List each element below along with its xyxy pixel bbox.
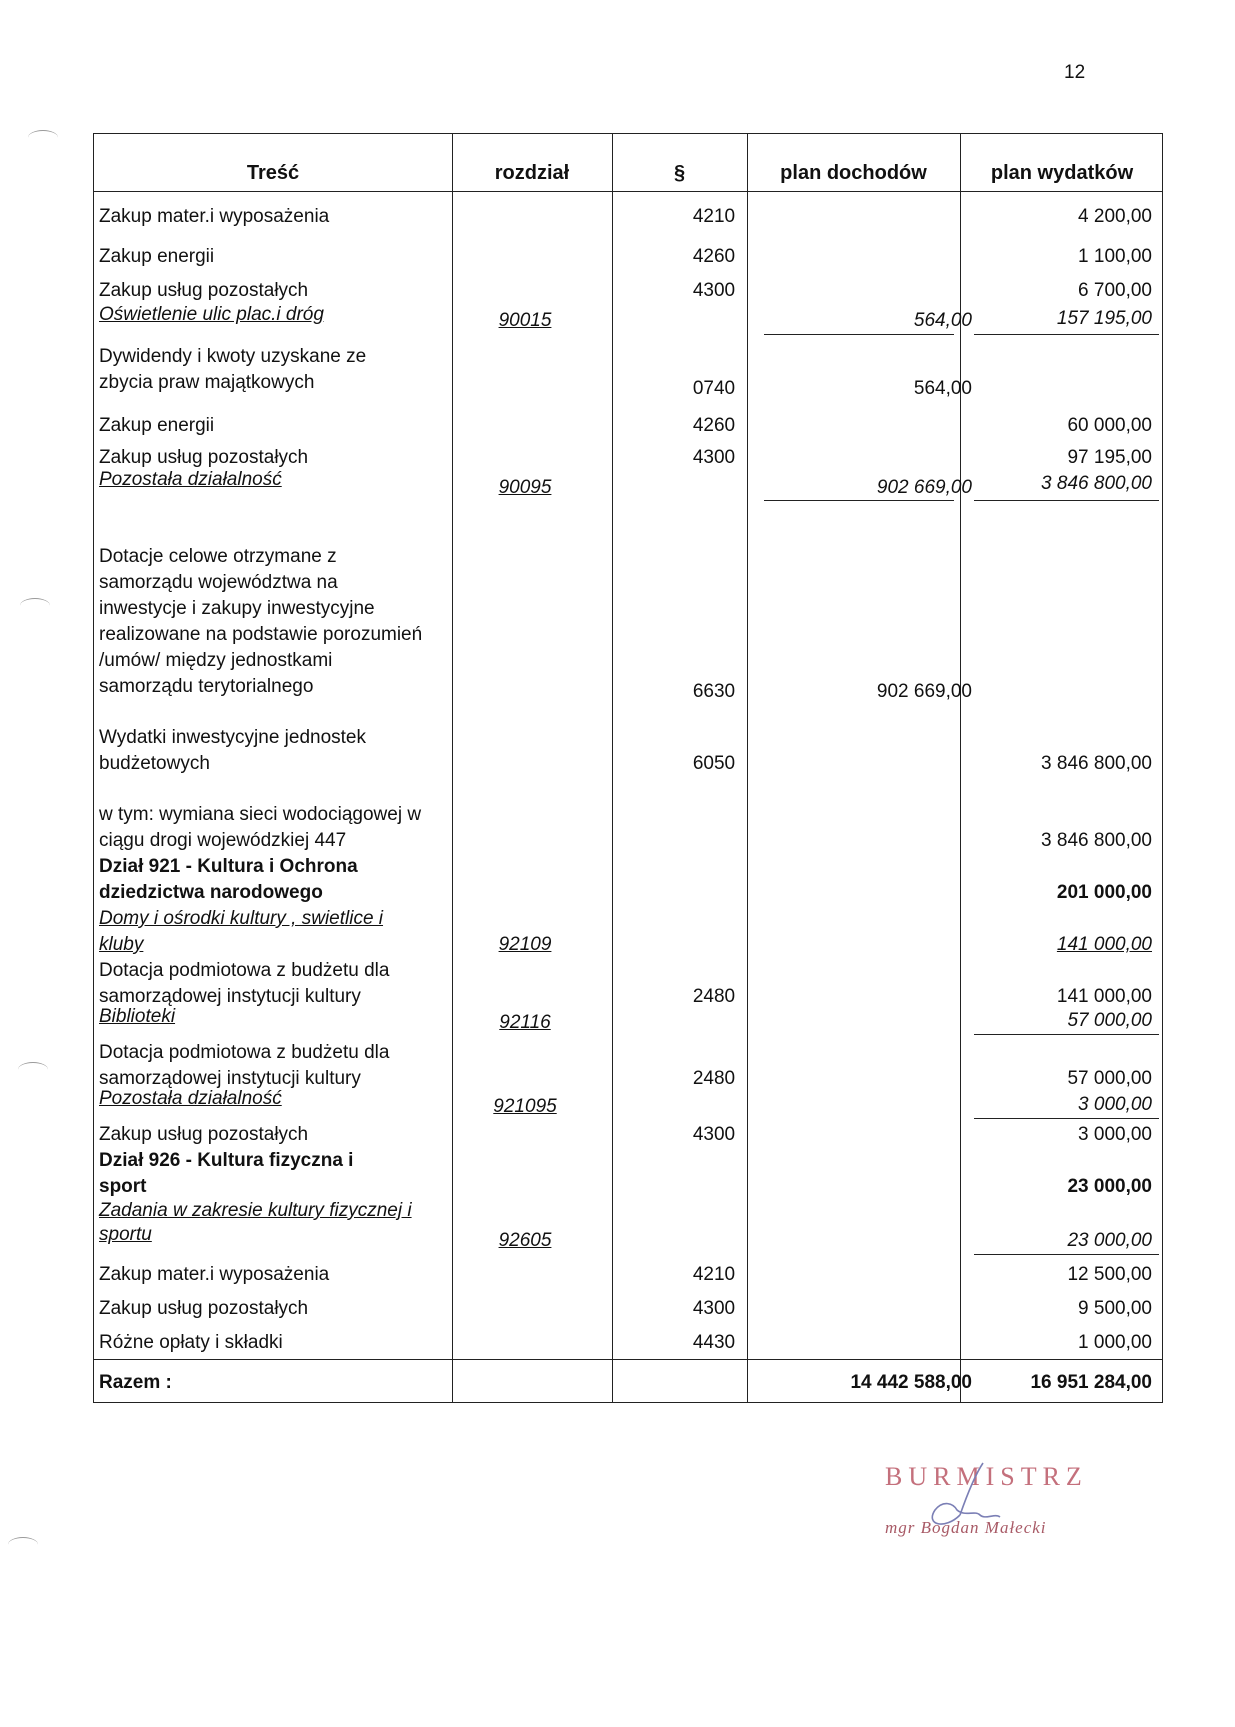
row-label: Dywidendy i kwoty uzyskane ze [99, 346, 367, 367]
rozdzial-name: Zadania w zakresie kultury fizycznej i [99, 1200, 412, 1221]
row-paragraph: 2480 [692, 1068, 736, 1089]
rozdzial-name: Biblioteki [99, 1006, 176, 1027]
row-wydatki: 201 000,00 [1056, 882, 1152, 903]
rozdzial-code: 921095 [493, 1096, 557, 1117]
header-paragraph: § [673, 162, 686, 184]
row-paragraph: 4210 [692, 1264, 736, 1285]
rozdzial-name: Oświetlenie ulic plac.i dróg [99, 304, 324, 325]
total-wydatki: 16 951 284,00 [1030, 1372, 1152, 1393]
row-paragraph: 4300 [692, 280, 736, 301]
rozdzial-code: 92109 [498, 934, 552, 955]
row-paragraph: 4430 [692, 1332, 736, 1353]
header-plan-dochodow: plan dochodów [780, 162, 927, 184]
section-heading: Dział 926 - Kultura fizyczna i [99, 1150, 354, 1171]
row-wydatki: 23 000,00 [1067, 1176, 1152, 1197]
rozdzial-code: 90095 [498, 477, 552, 498]
header-tresc: Treść [246, 162, 300, 184]
row-dochody: 902 669,00 [876, 477, 972, 498]
row-label: Zakup usług pozostałych [99, 447, 309, 468]
row-wydatki: 3 846 800,00 [1041, 473, 1152, 494]
row-label: samorządu terytorialnego [99, 676, 314, 697]
row-dochody: 564,00 [913, 310, 972, 331]
row-label: realizowane na podstawie porozumień [99, 624, 423, 645]
rozdzial-name: Pozostała działalność [99, 1088, 282, 1109]
row-wydatki: 157 195,00 [1056, 308, 1152, 329]
row-paragraph: 6050 [692, 753, 736, 774]
row-paragraph: 4260 [692, 246, 736, 267]
signature-icon [905, 1455, 1025, 1545]
row-wydatki: 4 200,00 [1078, 206, 1152, 227]
row-wydatki: 3 000,00 [1078, 1094, 1152, 1115]
row-wydatki: 3 846 800,00 [1041, 830, 1152, 851]
rozdzial-name: kluby [99, 934, 144, 955]
rozdzial-code: 92605 [498, 1230, 552, 1251]
row-wydatki: 6 700,00 [1078, 280, 1152, 301]
row-paragraph: 4300 [692, 1298, 736, 1319]
rozdzial-name: Pozostała działalność [99, 469, 282, 490]
row-label: inwestycje i zakupy inwestycyjne [99, 598, 375, 619]
row-paragraph: 4210 [692, 206, 736, 227]
punch-hole-mark [18, 1062, 48, 1077]
row-paragraph: 6630 [692, 681, 736, 702]
rozdzial-name: sportu [99, 1224, 152, 1245]
row-dochody: 902 669,00 [876, 681, 972, 702]
row-wydatki: 60 000,00 [1067, 415, 1152, 436]
row-label: Dotacja podmiotowa z budżetu dla [99, 1042, 390, 1063]
row-wydatki: 1 100,00 [1078, 246, 1152, 267]
row-wydatki: 3 846 800,00 [1041, 753, 1152, 774]
mayor-stamp-title: BURMISTRZ [885, 1462, 1088, 1491]
row-label: Wydatki inwestycyjne jednostek [99, 727, 367, 748]
rozdzial-code: 90015 [498, 310, 552, 331]
row-paragraph: 2480 [692, 986, 736, 1007]
row-paragraph: 4300 [692, 447, 736, 468]
section-heading: dziedzictwa narodowego [99, 882, 323, 903]
row-label: Dotacja podmiotowa z budżetu dla [99, 960, 390, 981]
row-label: Zakup usług pozostałych [99, 280, 309, 301]
punch-hole-mark [28, 130, 58, 145]
header-rozdzial: rozdział [494, 162, 570, 184]
row-wydatki: 97 195,00 [1067, 447, 1152, 468]
punch-hole-mark [8, 1537, 38, 1552]
rozdzial-name: Domy i ośrodki kultury , swietlice i [99, 908, 384, 929]
row-label: w tym: wymiana sieci wodociągowej w [99, 804, 422, 825]
row-label: Zakup usług pozostałych [99, 1298, 309, 1319]
row-label: samorządowej instytucji kultury [99, 1068, 361, 1089]
row-paragraph: 0740 [692, 378, 736, 399]
row-label: budżetowych [99, 753, 210, 774]
row-wydatki: 141 000,00 [1056, 934, 1152, 955]
budget-table [93, 133, 1163, 1403]
row-paragraph: 4300 [692, 1124, 736, 1145]
row-paragraph: 4260 [692, 415, 736, 436]
row-wydatki: 141 000,00 [1056, 986, 1152, 1007]
section-heading: sport [99, 1176, 147, 1197]
row-label: zbycia praw majątkowych [99, 372, 315, 393]
row-wydatki: 57 000,00 [1067, 1068, 1152, 1089]
row-wydatki: 57 000,00 [1067, 1010, 1152, 1031]
row-wydatki: 9 500,00 [1078, 1298, 1152, 1319]
row-label: Zakup mater.i wyposażenia [99, 1264, 330, 1285]
row-dochody: 564,00 [913, 378, 972, 399]
row-label: ciągu drogi wojewódzkiej 447 [99, 830, 347, 851]
rozdzial-code: 92116 [499, 1012, 551, 1033]
row-label: Zakup energii [99, 246, 215, 267]
section-heading: Dział 921 - Kultura i Ochrona [99, 856, 358, 877]
row-label: Zakup energii [99, 415, 215, 436]
row-wydatki: 3 000,00 [1078, 1124, 1152, 1145]
row-label: /umów/ między jednostkami [99, 650, 333, 671]
row-label: Różne opłaty i składki [99, 1332, 283, 1353]
row-label: Zakup mater.i wyposażenia [99, 206, 330, 227]
punch-hole-mark [20, 598, 50, 613]
row-wydatki: 12 500,00 [1067, 1264, 1152, 1285]
mayor-stamp-name: mgr Bogdan Małecki [885, 1518, 1047, 1537]
row-wydatki: 23 000,00 [1067, 1230, 1152, 1251]
total-label: Razem : [99, 1372, 172, 1393]
row-label: Dotacje celowe otrzymane z [99, 546, 337, 567]
row-label: samorządu województwa na [99, 572, 338, 593]
total-dochody: 14 442 588,00 [850, 1372, 972, 1393]
row-wydatki: 1 000,00 [1078, 1332, 1152, 1353]
row-label: Zakup usług pozostałych [99, 1124, 309, 1145]
row-label: samorządowej instytucji kultury [99, 986, 361, 1007]
page-number: 12 [1064, 62, 1086, 83]
header-plan-wydatkow: plan wydatków [990, 162, 1134, 184]
